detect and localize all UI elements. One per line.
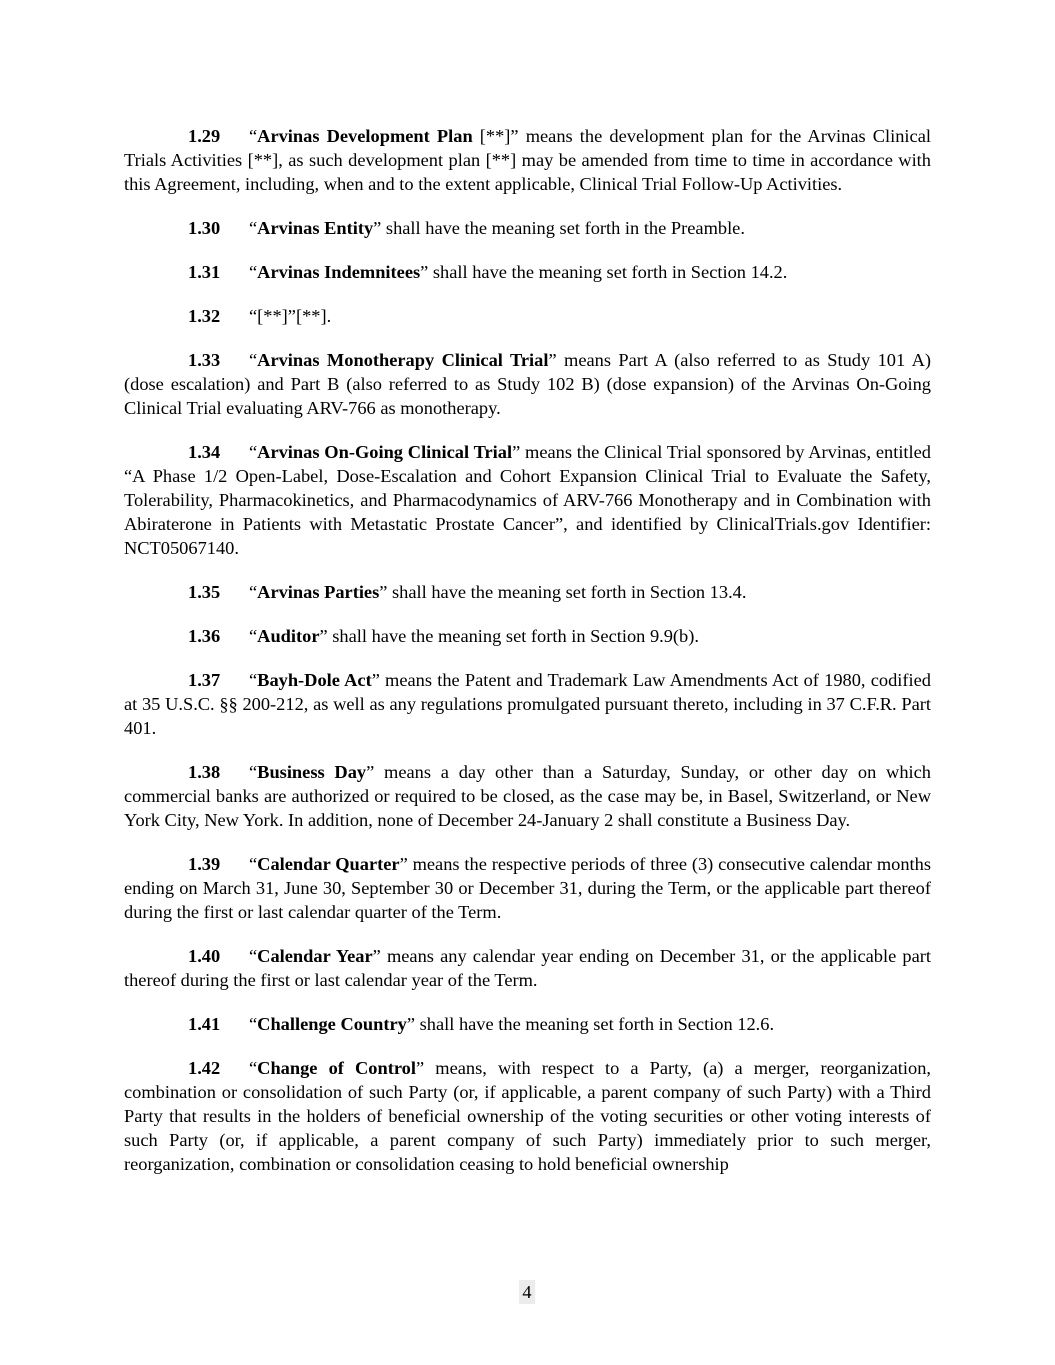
- open-quote: “: [249, 442, 258, 462]
- definition-1-37: [124, 668, 931, 740]
- definition-1-34: [124, 440, 931, 560]
- definition-text: ” shall have the meaning set forth in Section 13.4.: [379, 582, 747, 602]
- definition-1-31: [124, 260, 931, 284]
- redacted-text: “[**]”[**].: [249, 306, 332, 326]
- open-quote: “: [249, 946, 258, 966]
- defined-term: Business Day: [257, 762, 367, 782]
- definition-1-40: [124, 944, 931, 992]
- section-number: 1.31: [188, 262, 221, 282]
- section-number: 1.29: [188, 126, 221, 146]
- definition-text: ” shall have the meaning set forth in Section 12.6.: [406, 1014, 775, 1034]
- section-number: 1.34: [188, 442, 221, 462]
- open-quote: “: [249, 1058, 258, 1078]
- defined-term: Bayh-Dole Act: [257, 670, 372, 690]
- defined-term: Change of Control: [257, 1058, 416, 1078]
- definition-1-32: [124, 304, 931, 328]
- open-quote: “: [249, 670, 258, 690]
- defined-term: Arvinas Entity: [257, 218, 374, 238]
- section-number: 1.39: [188, 854, 221, 874]
- document-page: [124, 124, 931, 1196]
- section-number: 1.37: [188, 670, 221, 690]
- defined-term: Arvinas Parties: [257, 582, 380, 602]
- definition-text: ” means the Patent and Trademark Law Amendments Act of 1980, codified at 35 U.S.C. §§ 200-212, as well as any regulations promulgated pursuant thereto, including in 37 C.F.R. Part 401.: [124, 670, 931, 738]
- definition-text: ” means any calendar year ending on December 31, or the applicable part thereof during the first or last calendar year of the Term.: [124, 946, 931, 990]
- defined-term: Challenge Country: [257, 1014, 407, 1034]
- defined-term: Arvinas On-Going Clinical Trial: [257, 442, 513, 462]
- definition-1-36: [124, 624, 931, 648]
- definition-text: ” shall have the meaning set forth in Section 14.2.: [420, 262, 788, 282]
- definition-1-39: [124, 852, 931, 924]
- definition-text: ” means the Clinical Trial sponsored by Arvinas, entitled “A Phase 1/2 Open-Label, Dose-Escalation and Cohort Expansion Clinical Trial to Evaluate the Safety, Tolerability, Pharmacokinetics, and Pharmacodynamics of ARV-766 Monotherapy and in Combination with Abiraterone in Patients with Metastatic Prostate Cancer”, and identified by ClinicalTrials.gov Identifier: NCT05067140.: [124, 442, 932, 558]
- definition-text: ” shall have the meaning set forth in the Preamble.: [373, 218, 745, 238]
- section-number: 1.41: [188, 1014, 221, 1034]
- definition-text: [**]” means the development plan for the Arvinas Clinical Trials Activities [**], as such development plan [**] may be amended from time to time in accordance with this Agreement, including, when and to the extent applicable, Clinical Trial Follow-Up Activities.: [124, 126, 931, 194]
- open-quote: “: [249, 350, 258, 370]
- definition-text: ” means, with respect to a Party, (a) a merger, reorganization, combination or consolidation of such Party (or, if applicable, a parent company of such Party) with a Third Party that results in the holders of beneficial ownership of the voting securities or other voting interests of such Party (or, if applicable, a parent company of such Party) immediately prior to such merger, reorganization, combination or consolidation ceasing to hold beneficial ownership: [124, 1058, 931, 1174]
- page-number: 4: [519, 1280, 535, 1304]
- definition-1-29: [124, 124, 931, 196]
- section-number: 1.40: [188, 946, 221, 966]
- definition-1-38: [124, 760, 931, 832]
- section-number: 1.42: [188, 1058, 221, 1078]
- definition-text: ” means a day other than a Saturday, Sunday, or other day on which commercial banks are authorized or required to be closed, as the case may be, in Basel, Switzerland, or New York City, New York. In addition, none of December 24-January 2 shall constitute a Business Day.: [124, 762, 931, 830]
- open-quote: “: [249, 582, 258, 602]
- defined-term: Calendar Quarter: [257, 854, 400, 874]
- section-number: 1.30: [188, 218, 221, 238]
- defined-term: Arvinas Monotherapy Clinical Trial: [257, 350, 549, 370]
- defined-term: Auditor: [257, 626, 320, 646]
- section-number: 1.36: [188, 626, 221, 646]
- section-number: 1.35: [188, 582, 221, 602]
- defined-term: Arvinas Indemnitees: [257, 262, 421, 282]
- definition-text: ” means Part A (also referred to as Study 101 A) (dose escalation) and Part B (also referred to as Study 102 B) (dose expansion) of the Arvinas On-Going Clinical Trial evaluating ARV-766 as monotherapy.: [124, 350, 931, 418]
- open-quote: “: [249, 262, 258, 282]
- open-quote: “: [249, 126, 258, 146]
- definition-text: ” shall have the meaning set forth in Section 9.9(b).: [319, 626, 699, 646]
- open-quote: “: [249, 1014, 258, 1034]
- definition-1-30: [124, 216, 931, 240]
- section-number: 1.38: [188, 762, 221, 782]
- open-quote: “: [249, 762, 258, 782]
- definition-1-35: [124, 580, 931, 604]
- defined-term: Arvinas Development Plan: [257, 126, 473, 146]
- definition-text: ” means the respective periods of three (3) consecutive calendar months ending on March 31, June 30, September 30 or December 31, during the Term, or the applicable part thereof during the first or last calendar quarter of the Term.: [124, 854, 932, 922]
- open-quote: “: [249, 854, 258, 874]
- definition-1-33: [124, 348, 931, 420]
- open-quote: “: [249, 218, 258, 238]
- section-number: 1.32: [188, 306, 221, 326]
- defined-term: Calendar Year: [257, 946, 373, 966]
- section-number: 1.33: [188, 350, 221, 370]
- definition-1-42: [124, 1056, 931, 1176]
- open-quote: “: [249, 626, 258, 646]
- definition-1-41: [124, 1012, 931, 1036]
